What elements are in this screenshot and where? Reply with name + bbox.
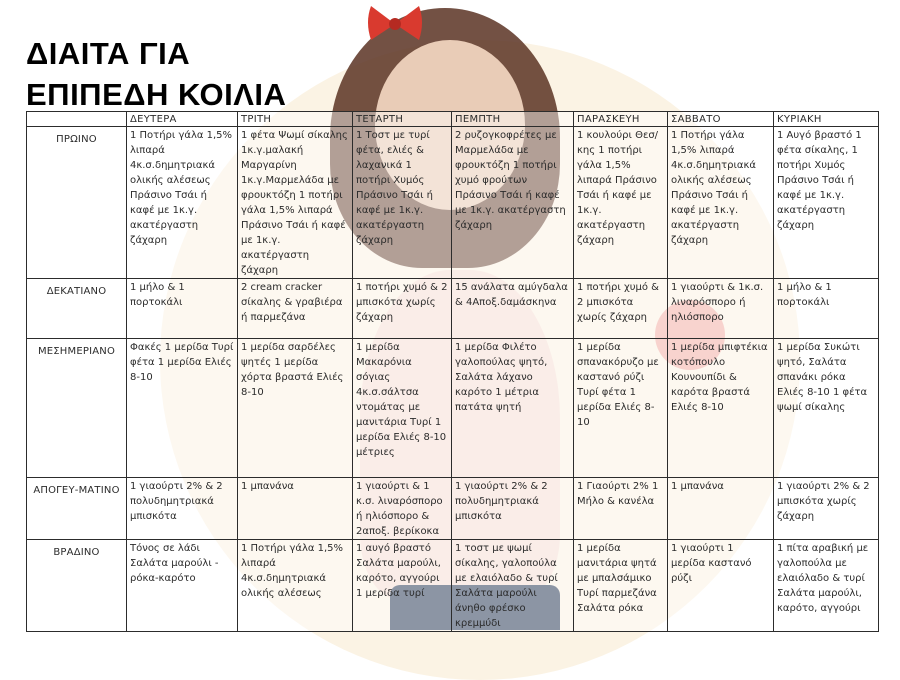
table-cell: Φακές 1 μερίδα Τυρί φέτα 1 μερίδα Ελιές 8-10 bbox=[127, 339, 238, 478]
meal-label: ΜΕΣΗΜΕΡΙΑΝΟ bbox=[27, 339, 127, 478]
table-cell: 1 γιαούρτι 2% & 2 πολυδημητριακά μπισκότα bbox=[452, 478, 574, 540]
header-day: ΠΕΜΠΤΗ bbox=[452, 112, 574, 127]
table-cell: 1 Αυγό βραστό 1 φέτα σίκαλης, 1 ποτήρι Χυμός Πράσινο Τσάι ή καφέ με 1κ.γ. ακατέργαστη ζάχαρη bbox=[774, 127, 879, 279]
table-row bbox=[27, 540, 879, 632]
table-cell: 1 ποτήρι χυμό & 2 μπισκότα χωρίς ζάχαρη bbox=[353, 279, 452, 339]
meal-label: ΔΕΚΑΤΙΑΝΟ bbox=[27, 279, 127, 339]
title-line-1: ΔΙΑΙΤΑ ΓΙΑ bbox=[26, 36, 191, 71]
table-cell: 1 μερίδα Συκώτι ψητό, Σαλάτα σπανάκι ρόκα Ελιές 8-10 1 φέτα ψωμί σίκαλης bbox=[774, 339, 879, 478]
table-cell: 1 μερίδα Φιλέτο γαλοπούλας ψητό, Σαλάτα λάχανο καρότο 1 μέτρια πατάτα ψητή bbox=[452, 339, 574, 478]
header-day: ΚΥΡΙΑΚΗ bbox=[774, 112, 879, 127]
table-header-row bbox=[27, 112, 879, 127]
table-cell: 1 γιαούρτι 1 μερίδα καστανό ρύζι bbox=[668, 540, 774, 632]
page-title bbox=[26, 33, 286, 115]
meal-label: ΠΡΩΙΝΟ bbox=[27, 127, 127, 279]
table-cell: 1 μερίδα σαρδέλες ψητές 1 μερίδα χόρτα βραστά Ελιές 8-10 bbox=[238, 339, 353, 478]
title-line-2: ΕΠΙΠΕΔΗ ΚΟΙΛΙΑ bbox=[26, 77, 287, 112]
table-cell: 1 αυγό βραστό Σαλάτα μαρούλι, καρότο, αγγούρι 1 μερίδα τυρί bbox=[353, 540, 452, 632]
table-cell: 1 Ποτήρι γάλα 1,5% λιπαρά 4κ.σ.δημητριακά ολικής αλέσεως Πράσινο Τσάι ή καφέ με 1κ.γ. ακατέργαστη ζάχαρη bbox=[668, 127, 774, 279]
meal-label: ΑΠΟΓΕΥ-ΜΑΤΙΝΟ bbox=[27, 478, 127, 540]
table-cell: 1 μήλο & 1 πορτοκάλι bbox=[127, 279, 238, 339]
table-cell: Τόνος σε λάδι Σαλάτα μαρούλι - ρόκα-καρότο bbox=[127, 540, 238, 632]
table-cell: 1 τοστ με ψωμί σίκαλης, γαλοπούλα με ελαιόλαδο & τυρί Σαλάτα μαρούλι άνηθο φρέσκο κρεμμύδι bbox=[452, 540, 574, 632]
table-cell: 1 φέτα Ψωμί σίκαλης 1κ.γ.μαλακή Μαργαρίνη 1κ.γ.Μαρμελάδα με φρουκτόζη 1 ποτήρι γάλα 1,5% λιπαρά Πράσινο Τσάι ή καφέ με 1κ.γ. ακατέργαστη ζάχαρη bbox=[238, 127, 353, 279]
diet-plan-table bbox=[26, 111, 879, 632]
table-cell: 2 ρυζογκοφρέτες με Μαρμελάδα με φρουκτόζη 1 ποτήρι χυμό φρούτων Πράσινο Τσάι ή καφέ με 1κ.γ. ακατέργαστη ζάχαρη bbox=[452, 127, 574, 279]
table-cell: 1 μερίδα μπιφτέκια κοτόπουλο Κουνουπίδι & καρότα βραστά Ελιές 8-10 bbox=[668, 339, 774, 478]
table-cell: 1 Γιαούρτι 2% 1 Μήλο & κανέλα bbox=[574, 478, 668, 540]
table-cell: 1 γιαούρτι & 1κ.σ. λιναρόσπορο ή ηλιόσπορο bbox=[668, 279, 774, 339]
table-cell: 1 γιαούρτι 2% & 2 πολυδημητριακά μπισκότα bbox=[127, 478, 238, 540]
table-cell: 1 Ποτήρι γάλα 1,5% λιπαρά 4κ.σ.δημητριακά ολικής αλέσεως bbox=[238, 540, 353, 632]
header-day: ΤΡΙΤΗ bbox=[238, 112, 353, 127]
header-day: ΔΕΥΤΕΡΑ bbox=[127, 112, 238, 127]
table-row bbox=[27, 279, 879, 339]
table-cell: 1 πίτα αραβική με γαλοπούλα με ελαιόλαδο & τυρί Σαλάτα μαρούλι, καρότο, αγγούρι bbox=[774, 540, 879, 632]
table-row bbox=[27, 339, 879, 478]
header-corner-cell bbox=[27, 112, 127, 127]
table-cell: 1 Ποτήρι γάλα 1,5% λιπαρά 4κ.σ.δημητριακά ολικής αλέσεως Πράσινο Τσάι ή καφέ με 1κ.γ. ακατέργαστη ζάχαρη bbox=[127, 127, 238, 279]
table-cell: 1 μπανάνα bbox=[668, 478, 774, 540]
table-row bbox=[27, 127, 879, 279]
table-cell: 1 μερίδα σπανακόρυζο με καστανό ρύζι Τυρί φέτα 1 μερίδα Ελιές 8-10 bbox=[574, 339, 668, 478]
table-cell: 1 μερίδα μανιτάρια ψητά με μπαλσάμικο Τυρί παρμεζάνα Σαλάτα ρόκα bbox=[574, 540, 668, 632]
table-cell: 1 γιαούρτι 2% & 2 μπισκότα χωρίς ζάχαρη bbox=[774, 478, 879, 540]
table-cell: 1 μερίδα Μακαρόνια σόγιας 4κ.σ.σάλτσα ντομάτας με μανιτάρια Τυρί 1 μερίδα Ελιές 8-10 μέτριες bbox=[353, 339, 452, 478]
table-cell: 1 μήλο & 1 πορτοκάλι bbox=[774, 279, 879, 339]
red-bow-icon bbox=[365, 0, 425, 48]
table-cell: 1 μπανάνα bbox=[238, 478, 353, 540]
table-cell: 2 cream cracker σίκαλης & γραβιέρα ή παρμεζάνα bbox=[238, 279, 353, 339]
header-day: ΤΕΤΑΡΤΗ bbox=[353, 112, 452, 127]
table-row bbox=[27, 478, 879, 540]
table-cell: 1 γιαούρτι & 1 κ.σ. λιναρόσπορο ή ηλιόσπορο & 2αποξ. βερίκοκα bbox=[353, 478, 452, 540]
header-day: ΠΑΡΑΣΚΕΥΗ bbox=[574, 112, 668, 127]
table-cell: 1 Τοστ με τυρί φέτα, ελιές & λαχανικά 1 ποτήρι Χυμός Πράσινο Τσάι ή καφέ με 1κ.γ. ακατέργαστη ζάχαρη bbox=[353, 127, 452, 279]
header-day: ΣΑΒΒΑΤΟ bbox=[668, 112, 774, 127]
table-cell: 15 ανάλατα αμύγδαλα & 4Αποξ.δαμάσκηνα bbox=[452, 279, 574, 339]
meal-label: ΒΡΑΔΙΝΟ bbox=[27, 540, 127, 632]
table-cell: 1 κουλούρι Θεσ/κης 1 ποτήρι γάλα 1,5% λιπαρά Πράσινο Τσάι ή καφέ με 1κ.γ. ακατέργαστη ζάχαρη bbox=[574, 127, 668, 279]
table-cell: 1 ποτήρι χυμό & 2 μπισκότα χωρίς ζάχαρη bbox=[574, 279, 668, 339]
